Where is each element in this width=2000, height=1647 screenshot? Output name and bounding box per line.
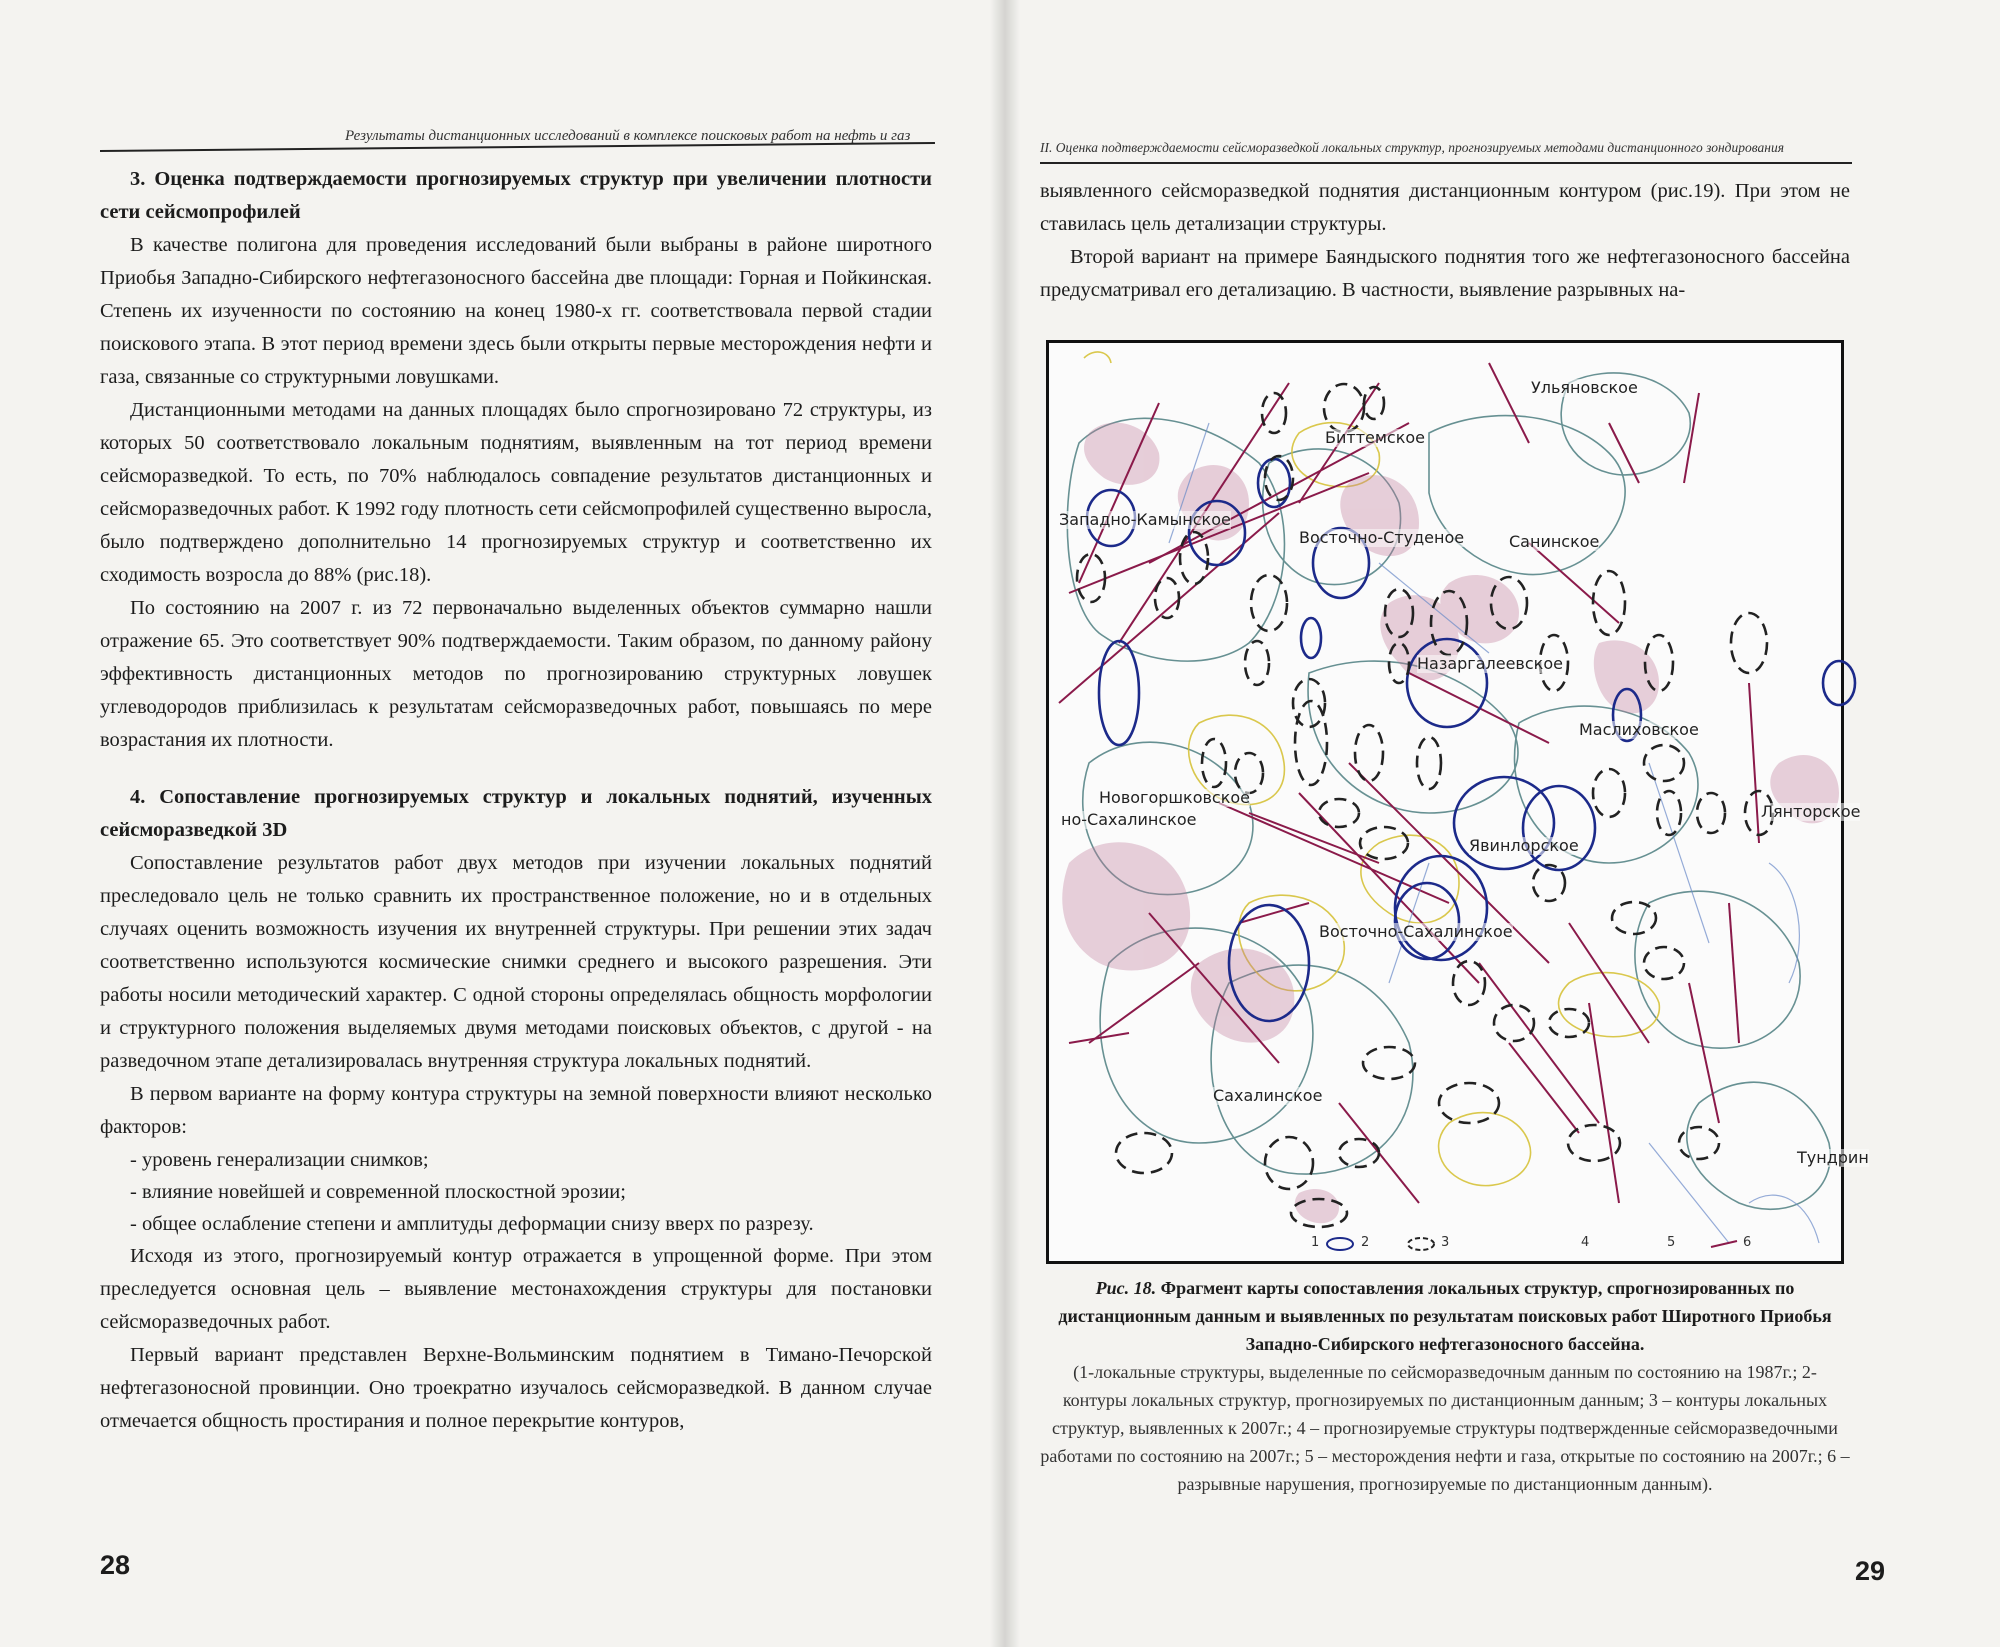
body-paragraph: Второй вариант на примере Баяндыского поднятия того же нефтегазоносного бассейна предусматривал его детализацию. В частности, выявление разрывных на- xyxy=(1040,246,1850,301)
legend-item: 4 xyxy=(1581,1235,1590,1250)
right-page-number: 29 xyxy=(1855,1556,1886,1586)
right-page xyxy=(1000,0,2000,1647)
section4-paragraph: В первом варианте на форму контура структуры на земной поверхности влияют несколько факторов: xyxy=(100,1083,932,1138)
legend-blue-contour-icon xyxy=(1324,1236,1356,1252)
legend-dashed-contour-icon xyxy=(1405,1236,1437,1252)
map-label: Явинлорское xyxy=(1469,836,1579,855)
left-page-number: 28 xyxy=(100,1550,131,1580)
section3-paragraph: По состоянию на 2007 г. из 72 первоначально выделенных объектов суммарно нашли отражение 65. Это соответствует 90% подтверждаемости. Таким образом, по данному району эффективность дистанционных методов по прогнозированию структурных ловушек углеводородов приблизилась к результатам сейсморазведочных работ, повышаясь по мере возрастания их плотности. xyxy=(100,597,932,751)
map-label: Назаргалеевское xyxy=(1417,654,1563,673)
book-gutter-shadow xyxy=(990,0,1020,1647)
list-item: - уровень генерализации снимков; xyxy=(130,1149,429,1171)
section3-heading: 3. Оценка подтверждаемости прогнозируемых структур при увеличении плотности сети сейсмопрофилей xyxy=(100,168,932,223)
map-label: Новогоршковское xyxy=(1099,788,1251,807)
map-label: Лянторское xyxy=(1761,802,1861,821)
section3-paragraph: В качестве полигона для проведения исследований были выбраны в районе широтного Приобья Западно-Сибирского нефтегазоносного бассейна две площади: Горная и Пойкинская. Степень их изученности по состоянию на конец 1980-х гг. соответствовала первой стадии поискового этапа. В этот период времени здесь были открыты первые месторождения нефти и газа, связанные со структурными ловушками. xyxy=(100,234,932,388)
map-label: Восточно-Студеное xyxy=(1299,528,1465,547)
legend-item: 2 xyxy=(1361,1235,1370,1250)
caption-body: (1-локальные структуры, выделенные по сейсморазведочным данным по состоянию на 1987г.; 2- контуры локальных структур, прогнозируемых по дистанционным данным; 3 – контуры локальных структур, выявленных к 2007г.; 4 – прогнозируемые структуры подтвержденные сейсморазведочными работами по состоянию на 2007г.; 5 – месторождения нефти и газа, открытые по состоянию на 2007г.; 6 – разрывные нарушения, прогнозируемые по дистанционным данным). xyxy=(1040,1362,1850,1494)
map-label: Санинское xyxy=(1509,532,1600,551)
legend-item: 6 xyxy=(1743,1235,1752,1250)
map-label: Западно-Камынское xyxy=(1059,510,1231,529)
right-text-column xyxy=(1040,175,1850,307)
structure-map-figure xyxy=(1046,340,1869,1264)
caption-title-text: Фрагмент карты сопоставления локальных структур, спрогнозированных по дистанционным данным и выявленных по результатам поисковых работ Широтного Приобья Западно-Сибирского нефтегазоносного бассейна. xyxy=(1058,1278,1832,1354)
factors-list xyxy=(100,1144,932,1240)
map-label: Тундрин xyxy=(1797,1148,1869,1167)
section4-paragraph: Сопоставление результатов работ двух методов при изучении локальных поднятий преследовало цель не только сравнить их пространственное положение, но и в отдельных случаях оценить возможность изучения их внутренней структуры. При решении этих задач соответственно используются космические снимки среднего и высокого разрешения. Эти работы носили методический характер. С одной стороны определялась общность морфологии и структурного положения выделяемых двумя методами поисковых объектов, с другой - на разведочном этапе детализировалась внутренняя структура локальных поднятий. xyxy=(100,852,932,1072)
legend-item: 1 xyxy=(1311,1235,1320,1250)
map-legend xyxy=(1049,1233,1841,1257)
section3-paragraph: Дистанционными методами на данных площадях было спрогнозировано 72 структуры, из которых 50 соответствовало локальным поднятиям, выявленным на тот период времени сейсморазведкой. То есть, по 70% наблюдалось совпадение результатов дистанционных и сейсморазведочных работ. К 1992 году плотность сети сейсмопрофилей существенно выросла, было подтверждено дополнительно 14 прогнозируемых структур и соответственно их сходимость возросла до 88% (рис.18). xyxy=(100,399,932,586)
list-item: - влияние новейшей и современной плоскостной эрозии; xyxy=(130,1181,626,1203)
map-label: Биттемское xyxy=(1325,428,1426,447)
legend-fault-icon xyxy=(1709,1239,1739,1249)
caption-title xyxy=(1040,1274,1850,1358)
map-label: но-Сахалинское xyxy=(1061,810,1197,829)
right-running-head: II. Оценка подтверждаемости сейсморазведкой локальных структур, прогнозируемых методами дистанционного зондирования xyxy=(1040,140,1784,155)
map-label: Ульяновское xyxy=(1531,378,1638,397)
map-label: Сахалинское xyxy=(1213,1086,1323,1105)
body-paragraph: выявленного сейсморазведкой поднятия дистанционным контуром (рис.19). При этом не ставилась цель детализации структуры. xyxy=(1040,180,1850,235)
left-running-head: Результаты дистанционных исследований в комплексе поисковых работ на нефть и газ xyxy=(345,128,911,144)
caption-figure-number: Рис. 18. xyxy=(1095,1278,1157,1298)
right-header-rule xyxy=(1040,162,1852,164)
section4-heading: 4. Сопоставление прогнозируемых структур и локальных поднятий, изученных сейсморазведкой 3D xyxy=(100,786,932,841)
map-label: Восточно-Сахалинское xyxy=(1319,922,1513,941)
section4-paragraph: Исходя из этого, прогнозируемый контур отражается в упрощенной форме. При этом преследуется основная цель – выявление местонахождения структуры для постановки сейсморазведочных работ. xyxy=(100,1245,932,1333)
legend-item: 3 xyxy=(1441,1235,1450,1250)
legend-item: 5 xyxy=(1667,1235,1676,1250)
section4-paragraph: Первый вариант представлен Верхне-Вольминским поднятием в Тимано-Печорской нефтегазоносной провинции. Оно троекратно изучалось сейсморазведкой. В данном случае отмечается общность простирания и полное перекрытие контуров, xyxy=(100,1344,932,1432)
list-item: - общее ослабление степени и амплитуды деформации снизу вверх по разрезу. xyxy=(130,1213,814,1235)
map-label: Маслиховское xyxy=(1579,720,1699,739)
figure-caption xyxy=(1040,1274,1850,1498)
left-text-column xyxy=(100,163,932,1438)
